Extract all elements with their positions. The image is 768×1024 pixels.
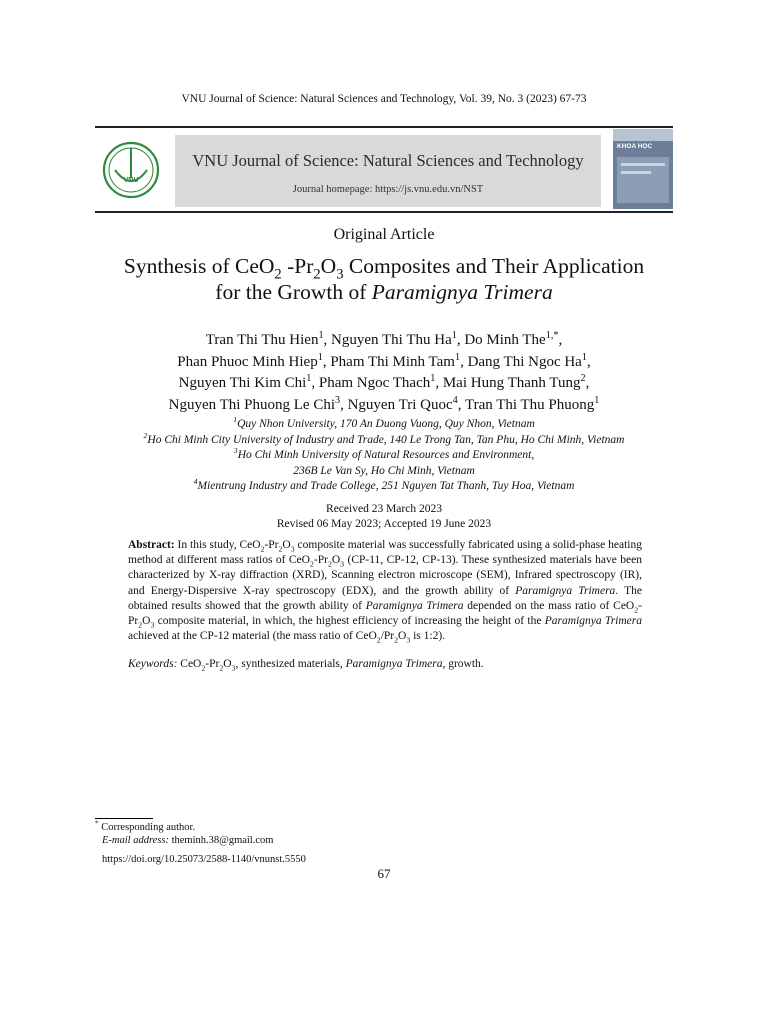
affiliation-mark: 1 [233,415,238,425]
journal-homepage: Journal homepage: https://js.vnu.edu.vn/NST [292,184,484,195]
subscript: 3 [340,559,345,569]
abstract-body [128,539,643,645]
banner-bottom-rule [95,211,673,213]
author-affiliation-mark: 1 [451,330,457,341]
keywords-label: Keywords: [128,658,178,670]
text-run: -Pr [264,539,279,551]
author-line [0,373,768,395]
subscript: 2 [260,544,265,554]
footnote-rule [95,818,153,819]
abstract [128,538,642,644]
italic-term: Paramignya Trimera [544,615,642,628]
title-line-1: Synthesis of CeO$_2$ $-Pr_2O_3$ Composites and Their Application [123,254,645,283]
banner-background [175,135,601,207]
author-separator: , [585,375,590,391]
text-run: . The obtained results showed that the growth ability of [128,584,642,612]
title-line-2: for the Growth of Paramignya Trimera [215,280,553,304]
author-line [0,330,768,352]
affiliation-text: Mientrung Industry and Trade College, 251 Nguyen Tat Thanh, Tuy Hoa, Vietnam [197,480,575,492]
affiliation [0,464,768,480]
affiliation-text: 236B Le Van Sy, Ho Chi Minh, Vietnam [293,464,475,477]
email-note: E-mail address: theminh.38@gmail.com [102,835,274,846]
text-run: O [223,658,232,670]
author-name: Nguyen Thi Phuong Le Chi [168,396,335,413]
affiliation-mark: 2 [143,430,148,440]
page-number: 67 [377,866,391,881]
affiliation [0,448,768,464]
text-run: (CP-11, CP-12, CP-13). These synthesized materials have been characterized by X-ray diffraction (XRD), Scanning electron microscope (SEM), Infrared spectroscopy (IR), and Energy-Dispersive X-ray spectroscopy (EDX), and the growth ability of [128,554,643,597]
italic-term: Paramignya Trimera [345,658,443,670]
vnu-logo-icon [101,140,161,200]
revised-accepted-date: Revised 06 May 2023; Accepted 19 June 2023 [276,518,492,530]
affiliation-text: Ho Chi Minh University of Natural Resources and Environment, [237,449,535,461]
text-run: O [398,630,407,643]
affiliation [0,479,768,495]
author-separator: , [460,353,468,370]
author-name: Pham Thi Minh Tam [330,353,455,370]
author-separator: , [322,353,331,370]
text-run: depended on the mass ratio of CeO [463,599,635,612]
text-run: composite material, in which, the highest efficiency of increasing the height of the [154,615,545,628]
cover-top-band [613,129,673,141]
article-dates [0,502,768,532]
author-name: Nguyen Thi Thu Ha [331,332,452,348]
author-separator: , [457,396,465,413]
subscript: 2 [309,559,314,569]
author-line [0,395,768,417]
text-run: In this study, CeO [174,539,261,551]
running-header: VNU Journal of Science: Natural Sciences and Technology, Vol. 39, No. 3 (2023) 67-73 [181,93,587,105]
cover-line [621,171,651,174]
author-name: Nguyen Thi Kim Chi [178,375,307,391]
author-name: Dang Thi Ngoc Ha [467,353,582,370]
cover-title: KHOA HỌC [617,143,653,150]
author-separator: , [558,332,563,348]
text-run: -Pr [128,599,642,628]
italic-term: Paramignya Trimera [365,599,464,612]
author-name: Pham Ngoc Thach [318,375,431,391]
subscript: 3 [150,620,155,630]
author-affiliation-mark: 4 [452,394,458,406]
subscript: 2 [138,620,143,630]
journal-cover-thumbnail [613,129,673,209]
author-name: Mai Hung Thanh Tung [442,375,581,391]
author-affiliation-mark: 3 [335,394,341,406]
text-run: composite material was successfully fabricated using a solid-phase heating method at different mass ratios of CeO [128,539,642,567]
logo-text: VNU [123,177,139,184]
text-run: -Pr [205,658,220,670]
author-separator: , [586,353,591,370]
footnotes [95,821,495,866]
italic-term: Paramignya Trimera [515,584,616,597]
keywords [128,658,642,673]
article-type: Original Article [333,226,435,243]
text-run: is 1:2). [410,630,446,643]
keywords-body [177,658,484,673]
author-affiliation-mark: 1,* [545,330,559,341]
subscript: 2 [376,635,381,645]
received-date: Received 23 March 2023 [326,503,442,515]
text-run: CeO [177,658,202,670]
affiliation-text: Ho Chi Minh City University of Industry and Trade, 140 Le Trong Tan, Tan Phu, Ho Chi Minh, Vietnam [147,433,625,446]
author-separator: , [340,396,348,413]
author-name: Tran Thi Thu Hien [205,332,319,348]
text-run: , synthesized materials, [235,658,346,670]
subscript: 2 [278,544,283,554]
author-separator: , [311,375,319,391]
subscript: 3 [406,635,411,645]
text-run: /Pr [380,630,395,643]
author-name: Do Minh The [464,332,546,348]
author-affiliation-mark: 1 [581,351,587,363]
text-run: O [142,615,151,628]
doi-link[interactable]: https://doi.org/10.25073/2588-1140/vnunst.5550 [102,854,306,865]
subscript: 2 [327,559,332,569]
author-affiliation-mark: 1 [317,351,323,363]
cover-line [621,163,665,166]
affiliation-mark: 4 [193,477,198,487]
author-affiliation-mark: 1 [318,330,324,341]
affiliation-mark: 3 [233,446,238,456]
subscript: 2 [219,663,224,673]
author-affiliation-mark: 2 [580,373,586,384]
subscript: 3 [290,544,295,554]
author-separator: , [456,332,465,348]
subscript: 2 [201,663,206,673]
author-affiliation-mark: 1 [306,373,312,384]
subscript: 3 [231,663,236,673]
affiliation-list [0,417,768,495]
affiliation [0,430,768,449]
affiliation-text: Quy Nhon University, 170 An Duong Vuong, Quy Nhon, Vietnam [237,418,535,430]
affiliation [0,417,768,433]
email-link[interactable]: theminh.38@gmail.com [168,835,274,846]
journal-name: VNU Journal of Science: Natural Sciences and Technology [192,151,584,170]
author-name: Nguyen Tri Quoc [347,396,453,413]
author-name: Phan Phuoc Minh Hiep [177,353,318,370]
author-name: Tran Thi Thu Phuong [464,396,595,413]
journal-banner [95,126,673,214]
text-run: O [282,539,291,551]
subscript: 2 [394,635,399,645]
corresponding-author-note: * Corresponding author. [95,819,196,833]
author-affiliation-mark: 1 [454,351,461,363]
subscript: 2 [634,605,639,615]
author-list [0,330,768,416]
text-run: O [331,554,341,567]
author-line [0,352,768,374]
author-separator: , [323,332,332,348]
author-affiliation-mark: 1 [430,373,436,384]
text-run: achieved at the CP-12 material (the mass ratio of CeO [128,630,377,643]
text-run: -Pr [313,554,328,567]
abstract-label: Abstract: [128,539,175,551]
banner-top-rule [95,126,673,128]
author-affiliation-mark: 1 [594,394,600,406]
article-title [0,253,768,305]
author-separator: , [435,375,443,391]
text-run: , growth. [442,658,484,670]
